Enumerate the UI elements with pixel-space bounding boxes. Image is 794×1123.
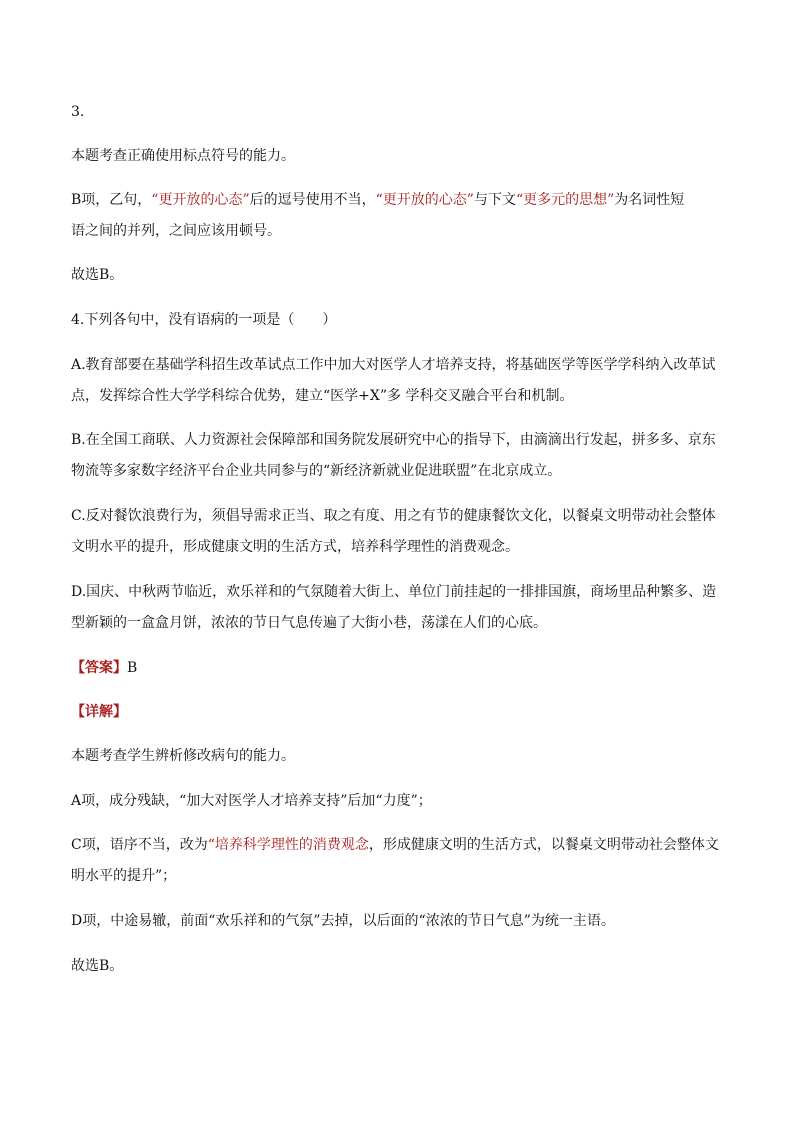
question-4-option-d-note: D项，中途易辙，前面“欢乐祥和的气氛”去掉，以后面的“浓浓的节日气息”为统一主语。 (71, 913, 615, 929)
question-3-answer: 故选B。 (71, 267, 124, 283)
question-4-stem: 4.下列各句中，没有语病的一项是（ ） (71, 312, 337, 328)
answer-label: 【答案】 (71, 660, 127, 676)
question-4-option-c-line-2: 文明水平的提升，形成健康文明的生活方式，培养科学理性的消费观念。 (71, 539, 519, 555)
question-4-option-d-line-2: 型新颖的一盒盒月饼，浓浓的节日气息传遍了大街小巷，荡漾在人们的心底。 (71, 615, 547, 631)
question-4-option-a-line-1: A.教育部要在基础学科招生改革试点工作中加大对医学人才培养支持，将基础医学等医学学科纳入改革试 (71, 357, 716, 373)
question-4-focus: 本题考查学生辨析修改病句的能力。 (71, 748, 295, 764)
question-3-option-b-explanation-line-1 (71, 190, 731, 210)
q4-c-rest: ，形成健康文明的生活方式，以餐桌文明带动社会整体文 (368, 837, 719, 853)
question-3-number: 3. (71, 104, 85, 120)
question-4-option-a-note: A项，成分残缺，“加大对医学人才培养支持”后加“力度”； (71, 793, 432, 809)
q3-b-mid-1: 后的逗号使用不当， (249, 192, 376, 208)
question-4-option-c-note-line-2: 明水平的提升”； (71, 868, 177, 884)
answer-value: B (127, 660, 138, 676)
q4-c-red: “培养科学理性的消费观念 (207, 837, 369, 853)
question-4-option-b-line-2: 物流等多家数字经济平台企业共同参与的“新经济新就业促进联盟”在北京成立。 (71, 463, 562, 479)
question-4-option-c-line-1: C.反对餐饮浪费行为，须倡导需求正当、取之有度、用之有节的健康餐饮文化，以餐桌文明带动社会整体 (71, 508, 716, 524)
question-3-option-b-explanation-line-2: 语之间的并列，之间应该用顿号。 (71, 223, 281, 239)
q4-c-prefix: C项，语序不当，改为 (71, 837, 208, 853)
q3-b-quote-3: “更多元的思想” (515, 192, 615, 208)
q3-b-quote-1: “更开放的心态” (151, 192, 250, 208)
q3-b-prefix: B项，乙句， (71, 192, 152, 208)
question-4-option-c-note-line-1 (71, 835, 731, 855)
q3-b-mid-2: 与下文 (473, 192, 516, 208)
question-4-final-answer: 故选B。 (71, 958, 124, 974)
answer-row (71, 658, 731, 678)
question-4-option-d-line-1: D.国庆、中秋两节临近，欢乐祥和的气氛随着大街上、单位门前挂起的一排排国旗，商场里品种繁多、造 (71, 584, 717, 600)
question-3-focus: 本题考查正确使用标点符号的能力。 (71, 148, 295, 164)
q3-b-mid-3: 为名词性短 (614, 192, 685, 208)
question-4-option-b-line-1: B.在全国工商联、人力资源社会保障部和国务院发展研究中心的指导下，由滴滴出行发起，拼多多、京东 (71, 432, 716, 448)
q3-b-quote-2: “更开放的心态” (375, 192, 474, 208)
detail-label: 【详解】 (71, 704, 127, 720)
question-4-option-a-line-2: 点，发挥综合性大学学科综合优势，建立“医学+X”多 学科交叉融合平台和机制。 (71, 388, 574, 404)
